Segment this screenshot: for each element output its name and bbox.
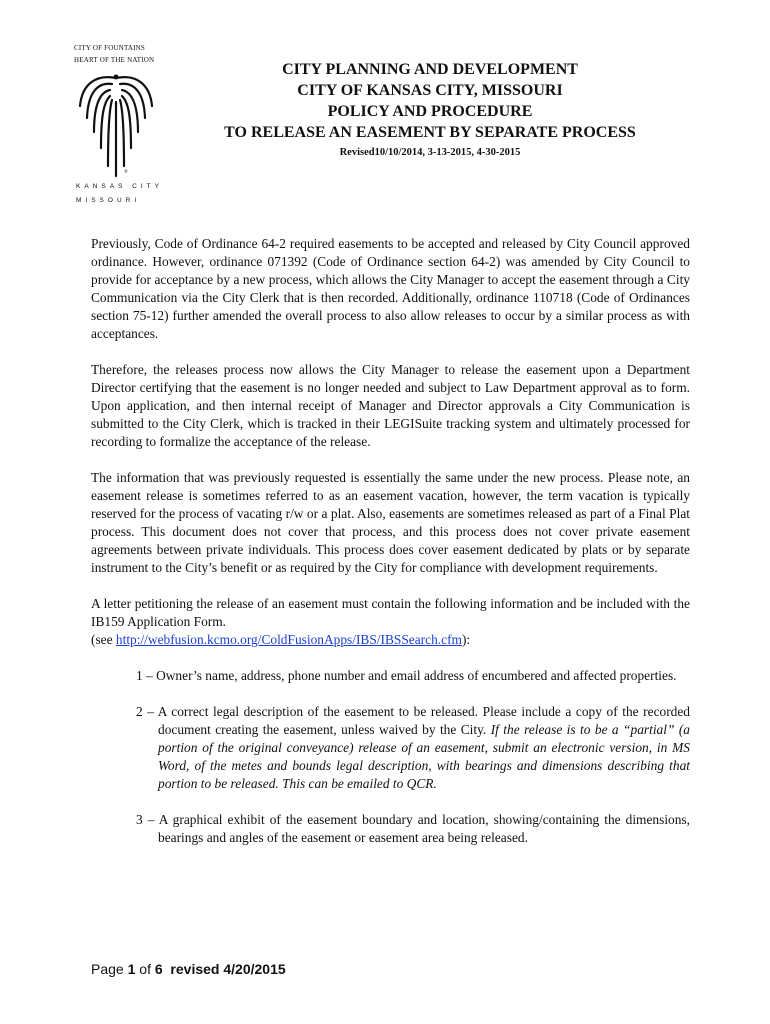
logo-tagline-1: CITY OF FOUNTAINS xyxy=(74,44,146,52)
requirements-text: A letter petitioning the release of an easement must contain the following information and be included with the IB159 Application Form. xyxy=(91,596,690,629)
page-number: 1 xyxy=(127,961,136,977)
header-line-2: CITY OF KANSAS CITY, MISSOURI xyxy=(297,82,563,99)
paragraph-scope: The information that was previously requested is essentially the same under the new process. Please note, an easement release is sometimes referred to as an easement vacation, however, the term vacation is typically reserved for the process of vacating r/w or a plat. Also, easements are sometimes released as part of a Final Plat process. This document does not cover that process, and this process does not cover private easement agreements between private individuals. This process does cover easement dedicated by plats or by separate instrument to the City’s benefit or as required by the City for compliance with development requirements. xyxy=(91,470,690,575)
page-total: 6 xyxy=(154,961,163,977)
fountain-icon xyxy=(76,70,156,188)
registered-mark: ® xyxy=(124,170,128,175)
paragraph-requirements xyxy=(91,595,690,649)
document-header xyxy=(160,59,700,161)
logo-city: KANSAS CITY xyxy=(76,183,163,190)
paragraph-process: Therefore, the releases process now allows the City Manager to release the easement upon a Department Director certifying that the easement is no longer needed and subject to Law Department approval as to form. Upon application, and then internal receipt of Manager and Director approvals a City Communication is submitted to the City Clerk, which is tracked in their LEGISuite tracking system and ultimately processed for recording to formalize the acceptance of the release. xyxy=(91,362,690,449)
paragraph-history: Previously, Code of Ordinance 64-2 required easements to be accepted and released by City Council approved ordinance. However, ordinance 071392 (Code of Ordinance section 64-2) was amended by City Council to provide for acceptance by a new process, which allows the City Manager to accept the easement through a City Communication via the City Clerk that is then recorded. Additionally, ordinance 110718 (Code of Ordinances section 75-12) further amended the overall process to also allow releases to occur by a similar process as with acceptances. xyxy=(91,236,690,341)
see-prefix: (see xyxy=(91,632,116,647)
partial-release-note: If the release is to be a “partial” (a portion of the original conveyance) release of an easement, submit an electronic version, in MS Word, of the metes and bounds legal description, with bearings and dimensions describing that portion to be released. This can be emailed to QCR. xyxy=(158,722,690,791)
city-logo xyxy=(74,44,164,209)
list-item-legal-description xyxy=(136,703,690,793)
ibs-search-link[interactable]: http://webfusion.kcmo.org/ColdFusionApps/IBS/IBSSearch.cfm xyxy=(115,632,462,647)
page-word: Page xyxy=(91,961,128,977)
revision-dates: Revised10/10/2014, 3-13-2015, 4-30-2015 xyxy=(339,147,521,158)
footer-revised: revised 4/20/2015 xyxy=(162,961,286,977)
legal-description-text: 2 – A correct legal description of the easement to be released. Please include a copy of the recorded document creating the easement, unless waived by the City. xyxy=(136,704,690,737)
list-item-owner-info: 1 – Owner’s name, address, phone number and email address of encumbered and affected properties. xyxy=(136,668,677,683)
header-line-3: POLICY AND PROCEDURE xyxy=(327,103,533,120)
logo-state: MISSOURI xyxy=(76,197,141,204)
document-body xyxy=(91,235,690,847)
header-line-1: CITY PLANNING AND DEVELOPMENT xyxy=(282,61,578,78)
see-suffix: ): xyxy=(461,632,471,647)
document-title: TO RELEASE AN EASEMENT BY SEPARATE PROCESS xyxy=(224,124,636,141)
of-word: of xyxy=(135,961,155,977)
logo-tagline-2: HEART OF THE NATION xyxy=(74,56,155,64)
page-footer xyxy=(91,961,286,977)
list-item-graphical-exhibit: 3 – A graphical exhibit of the easement boundary and location, showing/containing the dimensions, bearings and angles of the easement or easement area being released. xyxy=(136,812,690,845)
